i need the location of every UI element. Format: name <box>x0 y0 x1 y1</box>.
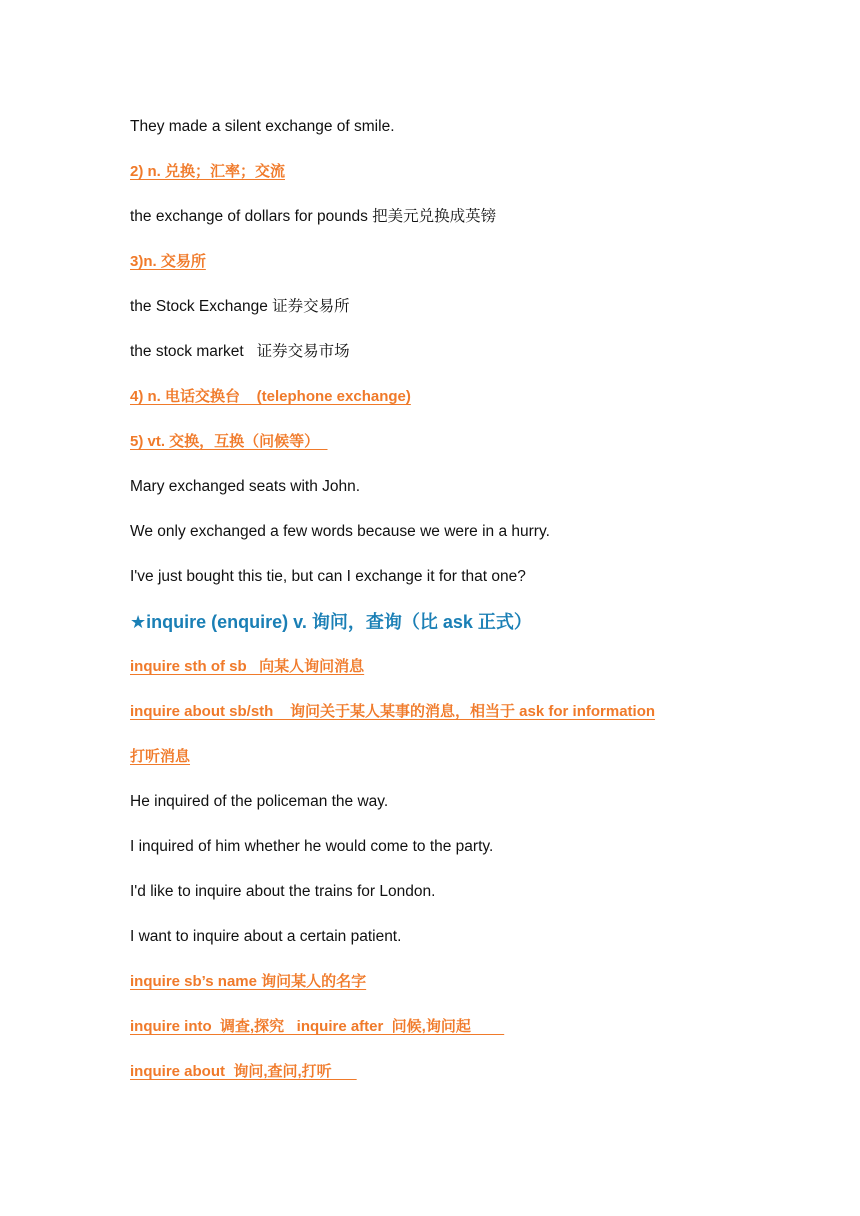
definition-heading: 5) vt. 交换，互换（问候等） <box>130 433 328 450</box>
example-sentence: He inquired of the policeman the way. <box>130 793 389 810</box>
definition-heading: 4) n. 电话交换台 (telephone exchange) <box>130 388 411 405</box>
example-sentence: the exchange of dollars for pounds 把美元兑换成英镑 <box>130 208 497 225</box>
phrase-heading: inquire about 询问,查问,打听 <box>130 1063 357 1080</box>
definition-heading: 3)n. 交易所 <box>130 253 206 270</box>
example-sentence: I want to inquire about a certain patient. <box>130 928 402 945</box>
phrase-heading: inquire about sb/sth 询问关于某人某事的消息，相当于 ask for information <box>130 703 656 720</box>
phrase-heading: 打听消息 <box>130 748 191 765</box>
example-sentence: Mary exchanged seats with John. <box>130 478 361 495</box>
phrase-heading: inquire sth of sb 向某人询问消息 <box>130 658 365 675</box>
phrase-heading: inquire into 调查,探究 inquire after 问候,询问起 <box>130 1018 505 1035</box>
example-sentence: They made a silent exchange of smile. <box>130 118 395 135</box>
example-sentence: the Stock Exchange 证券交易所 <box>130 298 350 315</box>
phrase-heading: inquire sb’s name 询问某人的名字 <box>130 973 367 990</box>
example-sentence: I've just bought this tie, but can I exchange it for that one? <box>130 568 526 585</box>
definition-heading: 2) n. 兑换；汇率；交流 <box>130 163 286 180</box>
example-sentence: I inquired of him whether he would come to the party. <box>130 838 494 855</box>
example-sentence: We only exchanged a few words because we were in a hurry. <box>130 523 550 540</box>
example-sentence: the stock market 证券交易市场 <box>130 343 350 360</box>
example-sentence: I'd like to inquire about the trains for London. <box>130 883 436 900</box>
word-entry-heading: ★inquire (enquire) v. 询问，查询（比 ask 正式） <box>130 612 532 632</box>
